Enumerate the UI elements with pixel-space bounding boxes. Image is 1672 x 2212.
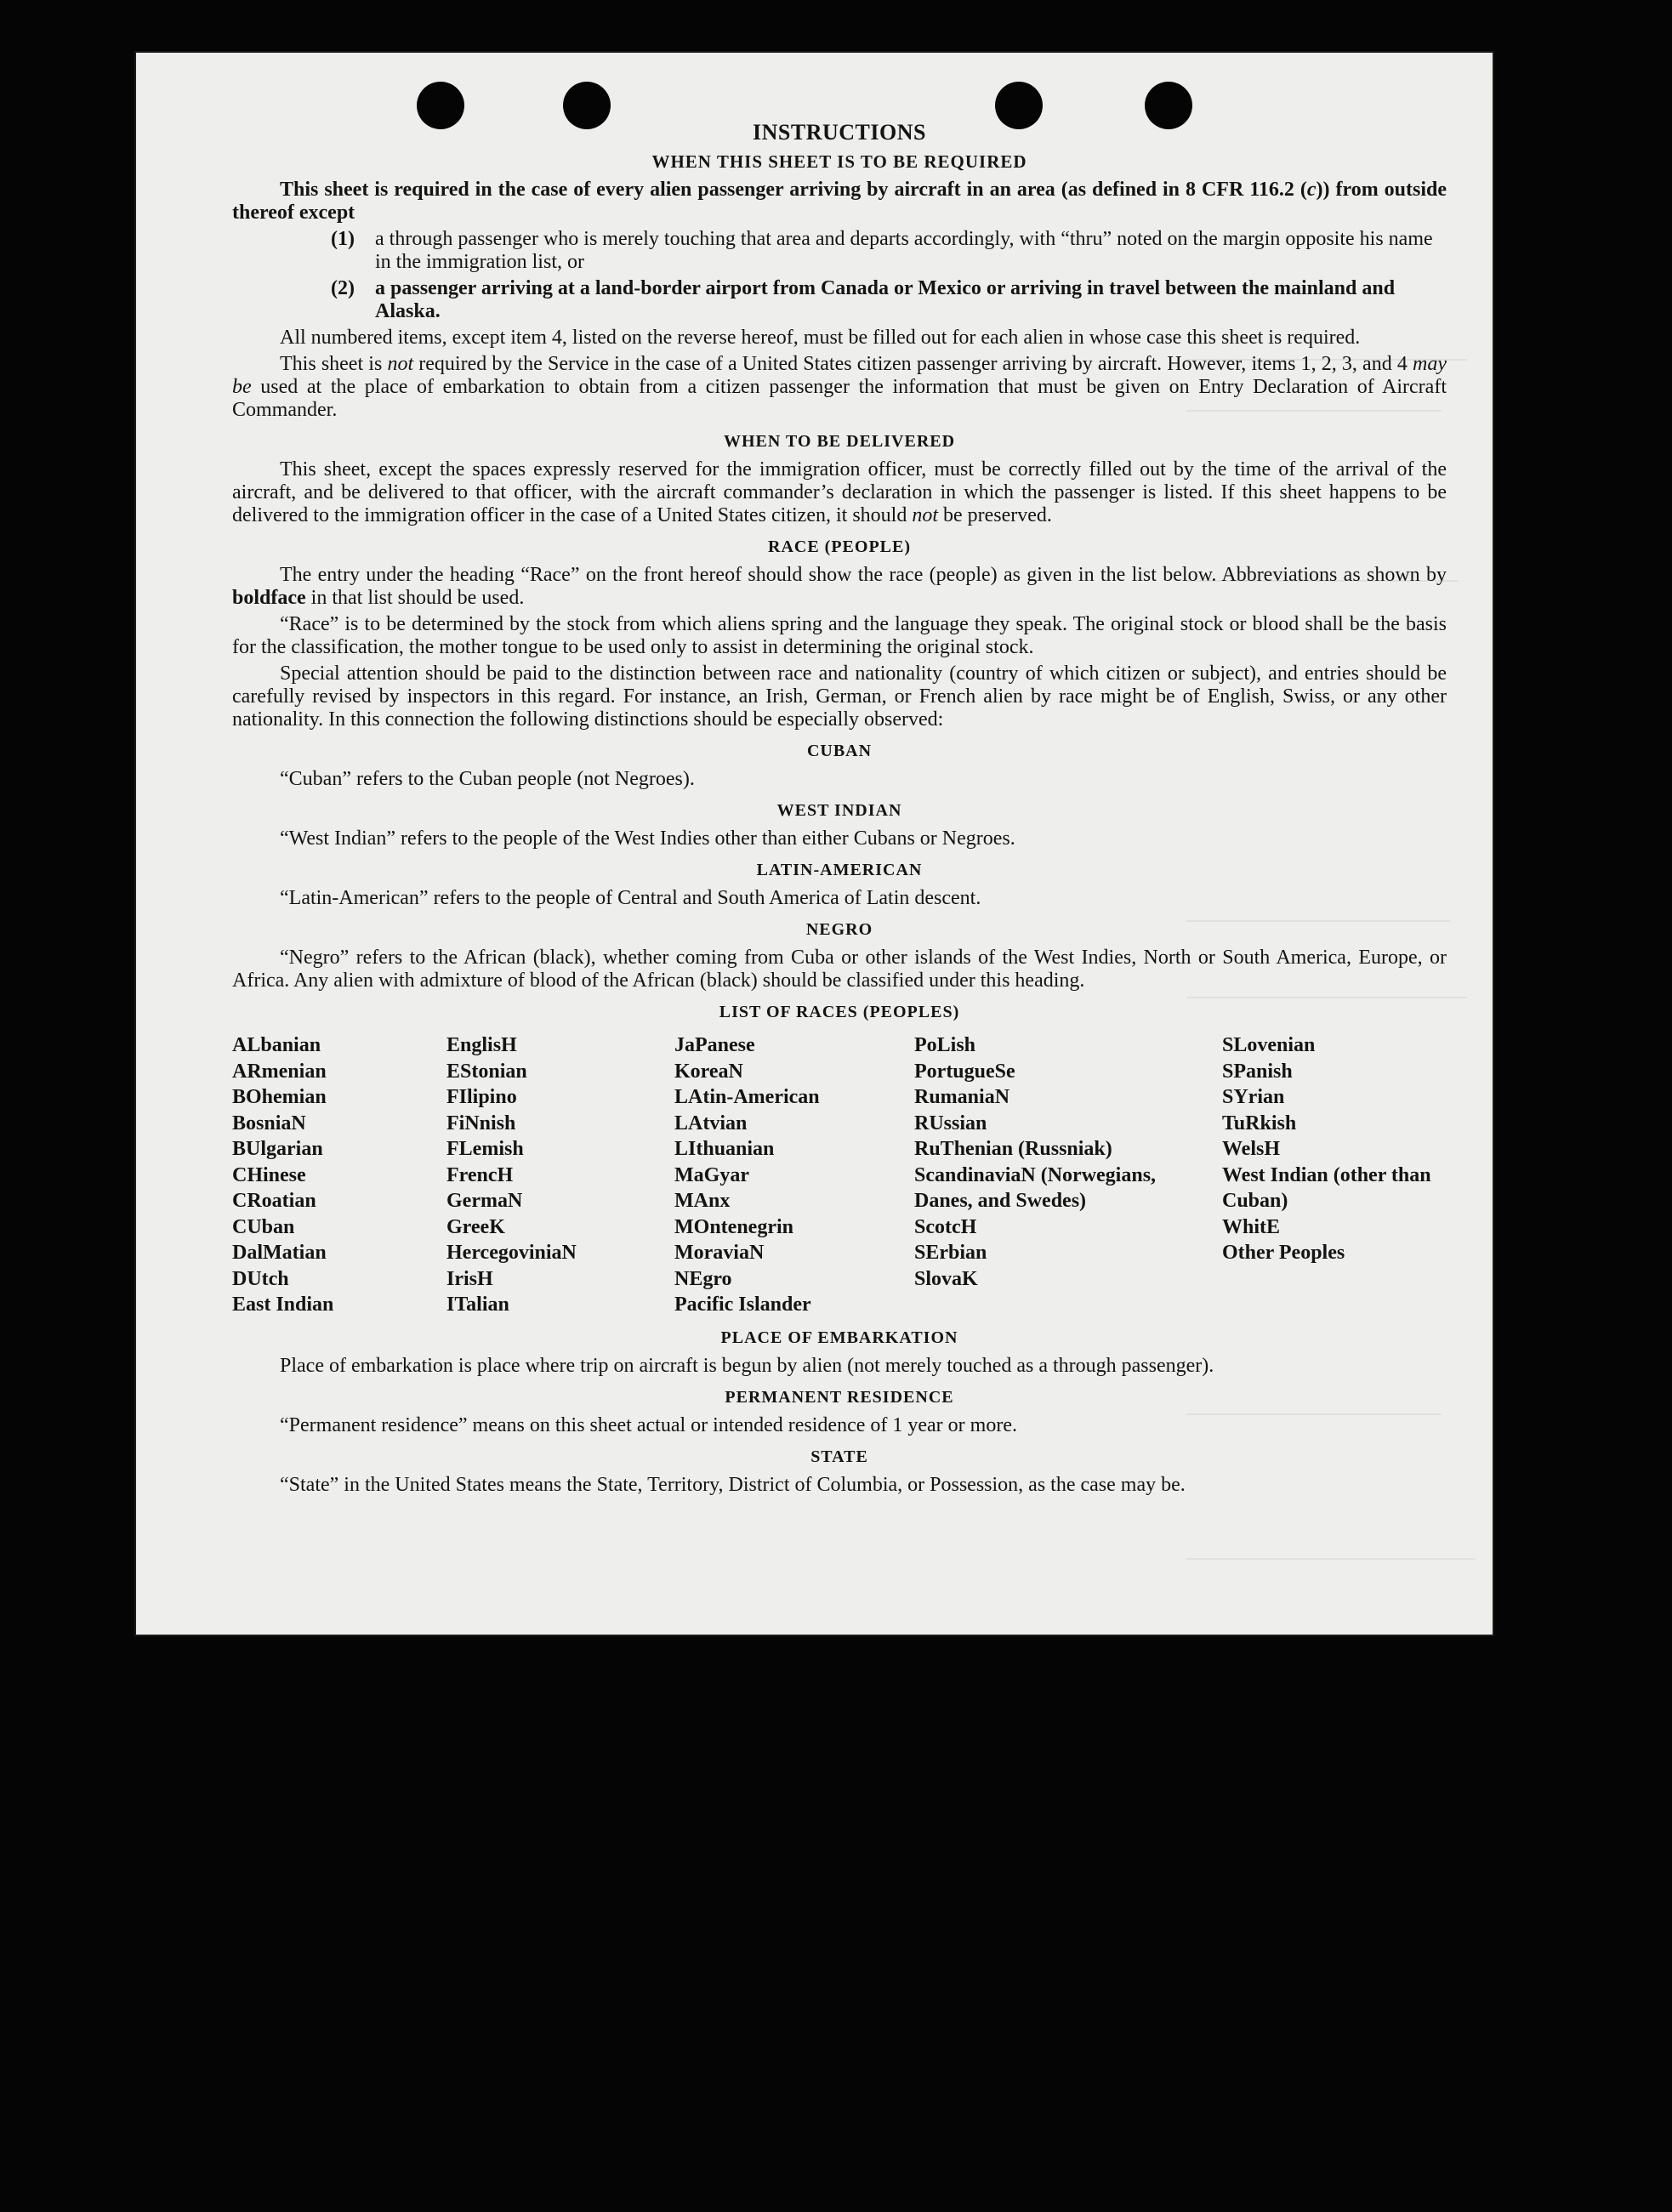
race-entry: IrisH [446,1267,493,1290]
residence-paragraph: “Permanent residence” means on this sheet actual or intended residence of 1 year or more. [280,1413,1017,1436]
citizen-paragraph: This sheet is not required by the Service in the case of a United States citizen passenger arriving by aircraft. However, items 1, 2, 3, and 4 may be used at the place of embarkation to obtain from a citizen passenger the information that must be given on Entry Declaration of Aircraft Commander. [232,353,1447,421]
race-entry: CHinese [232,1163,306,1186]
exception-item: (1) a through passenger who is merely touching that area and departs accordingly, with “thru” noted on the margin opposite his name in the immigration list, or [331,228,1433,273]
race-entry: FiNnish [446,1112,516,1134]
race-entry: NEgro [674,1267,732,1290]
exception-item: (2) a passenger arriving at a land-border airport from Canada or Mexico or arriving in travel between the mainland and Alaska. [331,277,1396,322]
race-entry: WelsH [1222,1138,1281,1160]
definition-text-negro: “Negro” refers to the African (black), whether coming from Cuba or other islands of the West Indies, North or South America, Europe, or Africa. Any alien with admixture of blood of the African (black) should be classified under this heading. [232,947,1447,992]
embarkation-paragraph: Place of embarkation is place where trip on aircraft is begun by alien (not merely touched as a through passenger). [280,1354,1214,1377]
race-entry: FIlipino [446,1086,517,1108]
race-entry: DUtch [232,1267,289,1290]
race-paragraph-1: The entry under the heading “Race” on the front hereof should show the race (people) as given in the list below. Abbreviations as shown by boldface in that list should be used. [232,564,1447,609]
section-heading-state: STATE [810,1447,868,1466]
race-entry: West Indian (other than Cuban) [1222,1163,1431,1212]
race-paragraph-3: Special attention should be paid to the distinction between race and nationality (country of which citizen or subject), and entries should be carefully revised by inspectors in this regard. For instance, an Irish, German, or French alien by race might be of English, Swiss, or any other nationality. In this connection the following distinctions should be especially observed: [232,662,1447,731]
race-entry: PoLish [914,1034,976,1056]
race-entry: RUssian [914,1112,987,1134]
race-entry: RumaniaN [914,1086,1010,1108]
race-entry: FrencH [446,1163,514,1186]
race-entry: CUban [232,1215,295,1238]
races-column-4 [914,1032,1222,1318]
race-entry: LIthuanian [674,1138,775,1160]
section-heading-residence: PERMANENT RESIDENCE [725,1387,954,1407]
races-column-2 [446,1032,674,1318]
races-list-heading: LIST OF RACES (PEOPLES) [719,1003,960,1021]
race-entry: KoreaN [674,1060,743,1083]
section-heading-race: RACE (PEOPLE) [768,537,911,556]
race-paragraph-2: “Race” is to be determined by the stock from which aliens spring and the language they speak. The original stock or blood shall be the basis for the classification, the mother tongue to be used only to assist in determining the original stock. [232,613,1447,658]
race-entry: MAnx [674,1190,731,1212]
race-entry: MaGyar [674,1163,749,1186]
definition-heading-cuban: CUBAN [806,742,873,760]
race-entry: WhitE [1222,1215,1281,1238]
definition-text-west-indian: “West Indian” refers to the people of the West Indies other than either Cubans or Negroes. [280,827,1015,850]
race-entry: BosniaN [232,1112,306,1134]
race-entry: JaPanese [674,1034,755,1056]
section-heading-required: WHEN THIS SHEET IS TO BE REQUIRED [651,151,1027,172]
definition-heading-negro: NEGRO [805,920,873,939]
page-title: INSTRUCTIONS [753,120,926,145]
race-entry: EnglisH [446,1034,517,1056]
state-paragraph: “State” in the United States means the State, Territory, District of Columbia, or Possession, as the case may be. [280,1473,1186,1496]
race-entry: BUlgarian [232,1138,323,1160]
race-entry: ScandinaviaN (Norwegians, Danes, and Swedes) [914,1163,1157,1212]
definition-text-cuban: “Cuban” refers to the Cuban people (not Negroes). [280,768,695,790]
race-entry: East Indian [232,1294,334,1316]
race-entry: RuThenian (Russniak) [914,1138,1112,1160]
definition-heading-west-indian: WEST INDIAN [776,801,902,820]
race-entry: BOhemian [232,1086,327,1108]
section-heading-embarkation: PLACE OF EMBARKATION [720,1328,958,1347]
race-entry: ALbanian [232,1034,321,1056]
race-entry: SlovaK [914,1267,978,1290]
race-entry: ARmenian [232,1060,327,1083]
race-entry: SErbian [914,1242,987,1264]
race-entry: MoraviaN [674,1242,765,1264]
race-entry: SLovenian [1222,1034,1316,1056]
race-entry: SPanish [1222,1060,1293,1083]
definition-heading-latin-american: LATIN-AMERICAN [756,861,923,879]
intro-paragraph: This sheet is required in the case of every alien passenger arriving by aircraft in an area (as defined in 8 CFR 116.2 (c)) from outside thereof except [232,179,1447,224]
delivered-paragraph: This sheet, except the spaces expressly reserved for the immigration officer, must be correctly filled out by the time of the arrival of the aircraft, and be delivered to that officer, with the aircraft commander’s declaration in which the passenger is listed. If this sheet happens to be delivered to the immigration officer in the case of a United States citizen, it should not be preserved. [232,458,1447,526]
instructions-content [232,121,1447,1500]
race-entry: LAtvian [674,1112,748,1134]
race-entry: Pacific Islander [674,1294,811,1316]
race-entry: FLemish [446,1138,524,1160]
race-entry: CRoatian [232,1190,316,1212]
race-entry: GermaN [446,1190,523,1212]
race-entry: LAtin-American [674,1086,820,1108]
races-column-1 [232,1032,446,1318]
race-entry: DalMatian [232,1242,327,1264]
race-entry: ScotcH [914,1215,977,1238]
races-column-3 [674,1032,914,1318]
numbered-items-paragraph: All numbered items, except item 4, listed on the reverse hereof, must be filled out for each alien in whose case this sheet is required. [280,327,1361,349]
race-entry: SYrian [1222,1086,1285,1108]
race-entry: GreeK [446,1215,505,1238]
race-entry: PortugueSe [914,1060,1015,1083]
document-page [136,53,1493,1635]
race-entry: Other Peoples [1222,1242,1345,1264]
race-entry: ITalian [446,1294,509,1316]
races-list [232,1032,1447,1318]
race-entry: HercegoviniaN [446,1242,577,1264]
definition-text-latin-american: “Latin-American” refers to the people of Central and South America of Latin descent. [280,887,981,909]
races-column-5 [1222,1032,1435,1318]
section-heading-delivered: WHEN TO BE DELIVERED [723,432,956,451]
race-entry: MOntenegrin [674,1215,793,1238]
race-entry: EStonian [446,1060,527,1083]
race-entry: TuRkish [1222,1112,1297,1134]
